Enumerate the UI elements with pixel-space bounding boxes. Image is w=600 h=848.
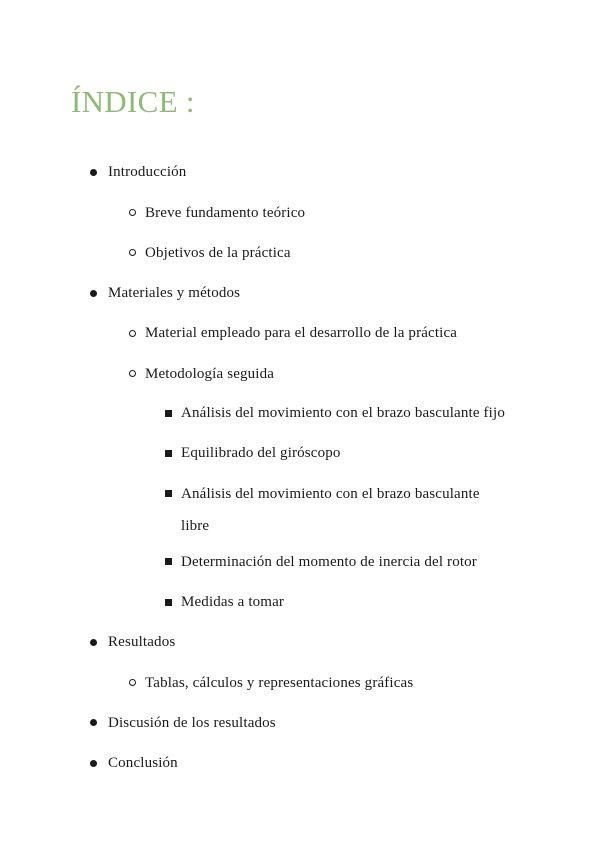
bullet-square-icon [165, 558, 172, 565]
bullet-square-icon [165, 490, 172, 497]
bullet-square-icon [165, 599, 172, 606]
toc-item-determinacion: Determinación del momento de inercia del rotor [181, 554, 477, 570]
bullet-dot-icon [90, 760, 97, 767]
toc-item-breve-fundamento: Breve fundamento teórico [145, 205, 306, 221]
bullet-dot-icon [90, 639, 97, 646]
toc-item-conclusion: Conclusión [108, 755, 178, 771]
bullet-square-icon [165, 450, 172, 457]
bullet-circle-icon [129, 209, 136, 216]
bullet-dot-icon [90, 169, 97, 176]
toc-item-metodologia: Metodología seguida [145, 366, 275, 382]
toc-item-medidas: Medidas a tomar [181, 594, 285, 610]
toc-item-analisis-libre: Análisis del movimiento con el brazo basculante [181, 486, 480, 502]
toc-item-analisis-fijo: Análisis del movimiento con el brazo basculante fijo [181, 405, 505, 421]
bullet-dot-icon [90, 719, 97, 726]
bullet-dot-icon [90, 290, 97, 297]
toc-item-introduccion: Introducción [108, 164, 187, 180]
bullet-circle-icon [129, 679, 136, 686]
bullet-circle-icon [129, 249, 136, 256]
toc-item-discusion: Discusión de los resultados [108, 715, 276, 731]
toc-item-equilibrado: Equilibrado del giróscopo [181, 445, 341, 461]
toc-item-material-empleado: Material empleado para el desarrollo de la práctica [145, 325, 458, 341]
bullet-circle-icon [129, 370, 136, 377]
page-title: ÍNDICE : [71, 84, 195, 119]
toc-item-analisis-libre-continuation: libre [181, 518, 210, 534]
bullet-square-icon [165, 410, 172, 417]
toc-item-resultados: Resultados [108, 634, 176, 650]
toc-item-materiales-metodos: Materiales y métodos [108, 285, 241, 301]
toc-item-tablas: Tablas, cálculos y representaciones gráficas [145, 675, 414, 691]
bullet-circle-icon [129, 330, 136, 337]
toc-item-objetivos: Objetivos de la práctica [145, 245, 291, 261]
